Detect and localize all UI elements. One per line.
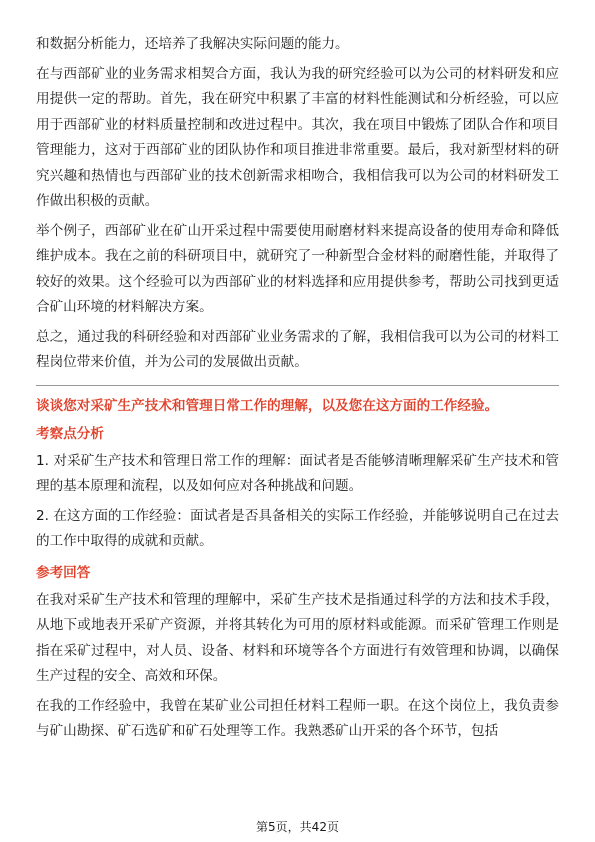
intro-paragraph: 和数据分析能力，还培养了我解决实际问题的能力。 bbox=[36, 36, 349, 52]
answer-paragraph: 在我的工作经验中，我曾在某矿业公司担任材料工程师一职。在这个岗位上，我负责参与矿山勘探、矿石选矿和矿石处理等工作。我熟悉矿山开采的各个环节，包括 bbox=[36, 697, 559, 739]
document-page bbox=[36, 32, 559, 749]
answer-paragraph: 在我对采矿生产技术和管理的理解中，采矿生产技术是指通过科学的方法和技术手段，从地下或地表开采矿产资源，并将其转化为可用的原材料或能源。而采矿管理工作则是指在采矿过程中，对人员、设备、材料和环境等各个方面进行有效管理和协调，以确保生产过程的安全、高效和环保。 bbox=[36, 591, 559, 684]
intro-paragraph: 总之，通过我的科研经验和对西部矿业业务需求的了解，我相信我可以为公司的材料工程岗位带来价值，并为公司的发展做出贡献。 bbox=[36, 328, 559, 370]
intro-paragraph: 在与西部矿业的业务需求相契合方面，我认为我的研究经验可以为公司的材料研发和应用提供一定的帮助。首先，我在研究中积累了丰富的材料性能测试和分析经验，可以应用于西部矿业的材料质量控制和改进过程中。其次，我在项目中锻炼了团队合作和项目管理能力，这对于西部矿业的团队协作和项目推进非常重要。最后，我对新型材料的研究兴趣和热情也与西部矿业的技术创新需求相吻合，我相信我可以为公司的材料研发工作做出积极的贡献。 bbox=[36, 65, 559, 209]
answer-heading: 参考回答 bbox=[36, 564, 91, 581]
interview-question: 谈谈您对采矿生产技术和管理日常工作的理解，以及您在这方面的工作经验。 bbox=[36, 397, 499, 414]
analysis-heading: 考察点分析 bbox=[36, 425, 104, 442]
analysis-item: 2. 在这方面的工作经验：面试者是否具备相关的实际工作经验，并能够说明自己在过去的工作中取得的成就和贡献。 bbox=[36, 507, 559, 549]
page-footer: 第5页，共42页 bbox=[256, 820, 339, 834]
analysis-item: 1. 对采矿生产技术和管理日常工作的理解：面试者是否能够清晰理解采矿生产技术和管理的基本原理和流程，以及如何应对各种挑战和问题。 bbox=[36, 452, 559, 494]
section-divider bbox=[36, 385, 559, 386]
intro-paragraph: 举个例子，西部矿业在矿山开采过程中需要使用耐磨材料来提高设备的使用寿命和降低维护成本。我在之前的科研项目中，就研究了一种新型合金材料的耐磨性能，并取得了较好的效果。这个经验可以为西部矿业的材料选择和应用提供参考，帮助公司找到更适合矿山环境的材料解决方案。 bbox=[36, 222, 559, 315]
